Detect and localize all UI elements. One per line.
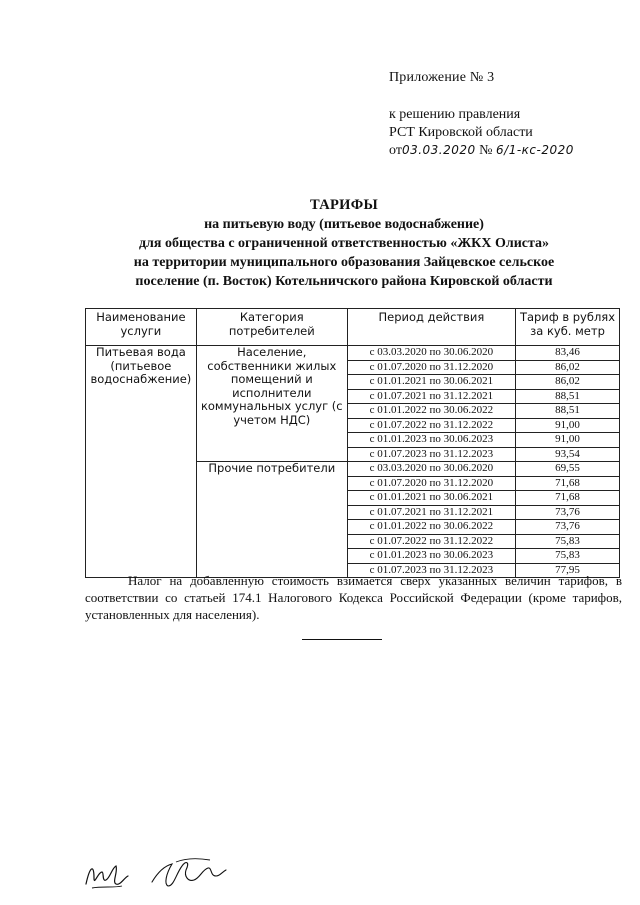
period-cell: с 03.03.2020 по 30.06.2020 xyxy=(347,346,515,361)
decision-reference-line: к решению правления xyxy=(389,107,521,122)
title-main: ТАРИФЫ xyxy=(309,197,379,213)
header-tariff: Тариф в рублях за куб. метр xyxy=(516,309,620,346)
table-row xyxy=(86,346,620,361)
tariff-cell: 73,76 xyxy=(516,520,620,535)
title-line-2: для общества с ограниченной ответственностью «ЖКХ Олиста» xyxy=(138,236,550,251)
appendix-title: Приложение № 3 xyxy=(389,70,495,85)
period-cell: с 01.01.2021 по 30.06.2021 xyxy=(347,375,515,390)
tariff-cell: 75,83 xyxy=(516,534,620,549)
period-cell: с 01.01.2022 по 30.06.2022 xyxy=(347,404,515,419)
vat-footnote: Налог на добавленную стоимость взимается сверх указанных величин тарифов, в соответствии со статьей 174.1 Налогового Кодекса Российской Федерации (кроме тарифов, установленных для населения). xyxy=(85,573,622,622)
period-cell: с 01.07.2020 по 31.12.2020 xyxy=(347,476,515,491)
header-category: Категория потребителей xyxy=(196,309,347,346)
tariff-cell: 75,83 xyxy=(516,549,620,564)
period-cell: с 01.01.2023 по 30.06.2023 xyxy=(347,433,515,448)
tariff-table xyxy=(85,308,620,578)
number-prefix: № xyxy=(475,143,497,158)
period-cell: с 03.03.2020 по 30.06.2020 xyxy=(347,462,515,477)
period-cell: с 01.07.2021 по 31.12.2021 xyxy=(347,389,515,404)
period-cell: с 01.07.2020 по 31.12.2020 xyxy=(347,360,515,375)
tariff-cell: 91,00 xyxy=(516,418,620,433)
tariff-cell: 73,76 xyxy=(516,505,620,520)
tariff-cell: 86,02 xyxy=(516,375,620,390)
period-cell: с 01.07.2023 по 31.12.2023 xyxy=(347,563,515,578)
category-cell-population: Население, собственники жилых помещений и исполнители коммунальных услуг (с учетом НДС) xyxy=(196,346,347,462)
period-cell: с 01.01.2023 по 30.06.2023 xyxy=(347,549,515,564)
signature-2 xyxy=(146,852,230,892)
tariff-cell: 88,51 xyxy=(516,404,620,419)
tariff-cell: 88,51 xyxy=(516,389,620,404)
table-header-row xyxy=(86,309,620,346)
tariff-cell: 77,95 xyxy=(516,563,620,578)
tariff-table-body xyxy=(86,346,620,578)
title-line-4: поселение (п. Восток) Котельничского района Кировской области xyxy=(135,274,553,289)
title-line-3: на территории муниципального образования Зайцевское сельское xyxy=(133,255,555,270)
document-title xyxy=(60,196,628,291)
signature-1 xyxy=(82,858,132,892)
category-cell-other: Прочие потребители xyxy=(196,462,347,578)
date-prefix: от xyxy=(389,143,402,158)
header-service: Наименование услуги xyxy=(86,309,197,346)
tariff-cell: 91,00 xyxy=(516,433,620,448)
decision-date-number xyxy=(389,143,574,159)
tariff-cell: 93,54 xyxy=(516,447,620,462)
period-cell: с 01.07.2023 по 31.12.2023 xyxy=(347,447,515,462)
period-cell: с 01.07.2022 по 31.12.2022 xyxy=(347,534,515,549)
title-line-1: на питьевую воду (питьевое водоснабжение) xyxy=(204,217,484,232)
divider-line xyxy=(302,639,382,640)
authority-name: РСТ Кировской области xyxy=(389,125,533,140)
tariff-cell: 69,55 xyxy=(516,462,620,477)
tariff-cell: 86,02 xyxy=(516,360,620,375)
decision-number: 6/1-кс-2020 xyxy=(496,143,574,157)
period-cell: с 01.01.2022 по 30.06.2022 xyxy=(347,520,515,535)
tariff-cell: 83,46 xyxy=(516,346,620,361)
period-cell: с 01.07.2021 по 31.12.2021 xyxy=(347,505,515,520)
period-cell: с 01.07.2022 по 31.12.2022 xyxy=(347,418,515,433)
period-cell: с 01.01.2021 по 30.06.2021 xyxy=(347,491,515,506)
service-name-cell: Питьевая вода (питьевое водоснабжение) xyxy=(86,346,197,578)
header-period: Период действия xyxy=(347,309,515,346)
tariff-cell: 71,68 xyxy=(516,476,620,491)
decision-date: 03.03.2020 xyxy=(401,143,476,157)
tariff-cell: 71,68 xyxy=(516,491,620,506)
